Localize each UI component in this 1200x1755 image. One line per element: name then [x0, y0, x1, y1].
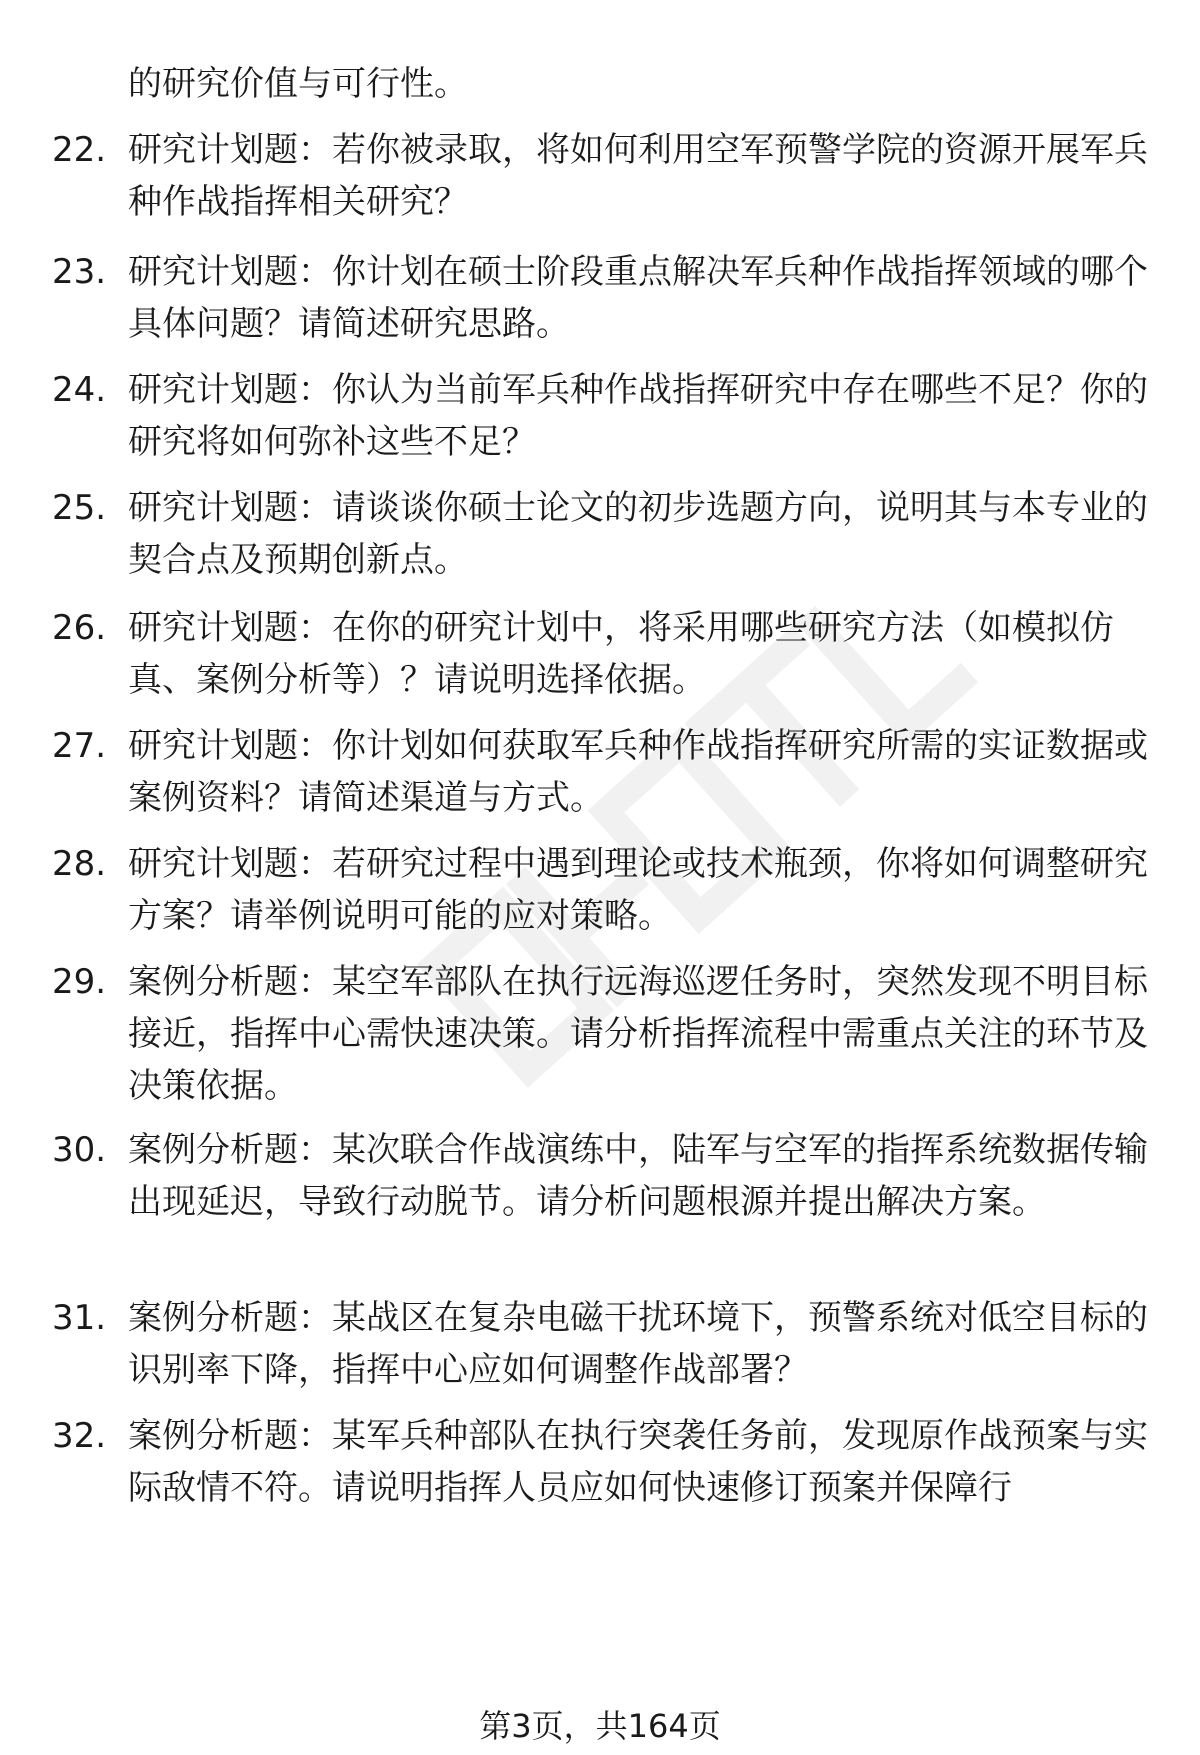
question-number: 32.: [52, 1416, 107, 1456]
question-text: 研究计划题：你计划如何获取军兵种作战指挥研究所需的实证数据或案例资料？请简述渠道与方式。: [128, 726, 1148, 818]
question-number: 27.: [52, 726, 107, 766]
question-text: 案例分析题：某战区在复杂电磁干扰环境下，预警系统对低空目标的识别率下降，指挥中心应如何调整作战部署？: [128, 1298, 1148, 1390]
question-number: 26.: [52, 608, 107, 648]
question-number: 23.: [52, 252, 107, 292]
question-text: 研究计划题：若研究过程中遇到理论或技术瓶颈，你将如何调整研究方案？请举例说明可能的应对策略。: [128, 844, 1148, 936]
question-number: 22.: [52, 130, 107, 170]
question-number: 28.: [52, 844, 107, 884]
question-number: 31.: [52, 1298, 107, 1338]
question-text: 研究计划题：请谈谈你硕士论文的初步选题方向，说明其与本专业的契合点及预期创新点。: [128, 488, 1148, 580]
question-number: 25.: [52, 488, 107, 528]
continuation-text: 的研究价值与可行性。: [128, 64, 468, 104]
question-number: 29.: [52, 962, 107, 1002]
question-text: 案例分析题：某次联合作战演练中，陆军与空军的指挥系统数据传输出现延迟，导致行动脱节。请分析问题根源并提出解决方案。: [128, 1130, 1148, 1222]
question-text: 研究计划题：在你的研究计划中，将采用哪些研究方法（如模拟仿真、案例分析等）？请说明选择依据。: [128, 608, 1114, 700]
page-footer: 第3页，共164页: [479, 1707, 721, 1745]
question-text: 案例分析题：某空军部队在执行远海巡逻任务时，突然发现不明目标接近，指挥中心需快速决策。请分析指挥流程中需重点关注的环节及决策依据。: [128, 962, 1148, 1106]
question-text: 案例分析题：某军兵种部队在执行突袭任务前，发现原作战预案与实际敌情不符。请说明指挥人员应如何快速修订预案并保障行: [128, 1416, 1148, 1508]
question-text: 研究计划题：若你被录取，将如何利用空军预警学院的资源开展军兵种作战指挥相关研究？: [128, 130, 1148, 222]
question-number: 24.: [52, 370, 107, 410]
question-text: 研究计划题：你计划在硕士阶段重点解决军兵种作战指挥领域的哪个具体问题？请简述研究思路。: [128, 252, 1148, 344]
question-text: 研究计划题：你认为当前军兵种作战指挥研究中存在哪些不足？你的研究将如何弥补这些不足？: [128, 370, 1148, 462]
question-number: 30.: [52, 1130, 107, 1170]
